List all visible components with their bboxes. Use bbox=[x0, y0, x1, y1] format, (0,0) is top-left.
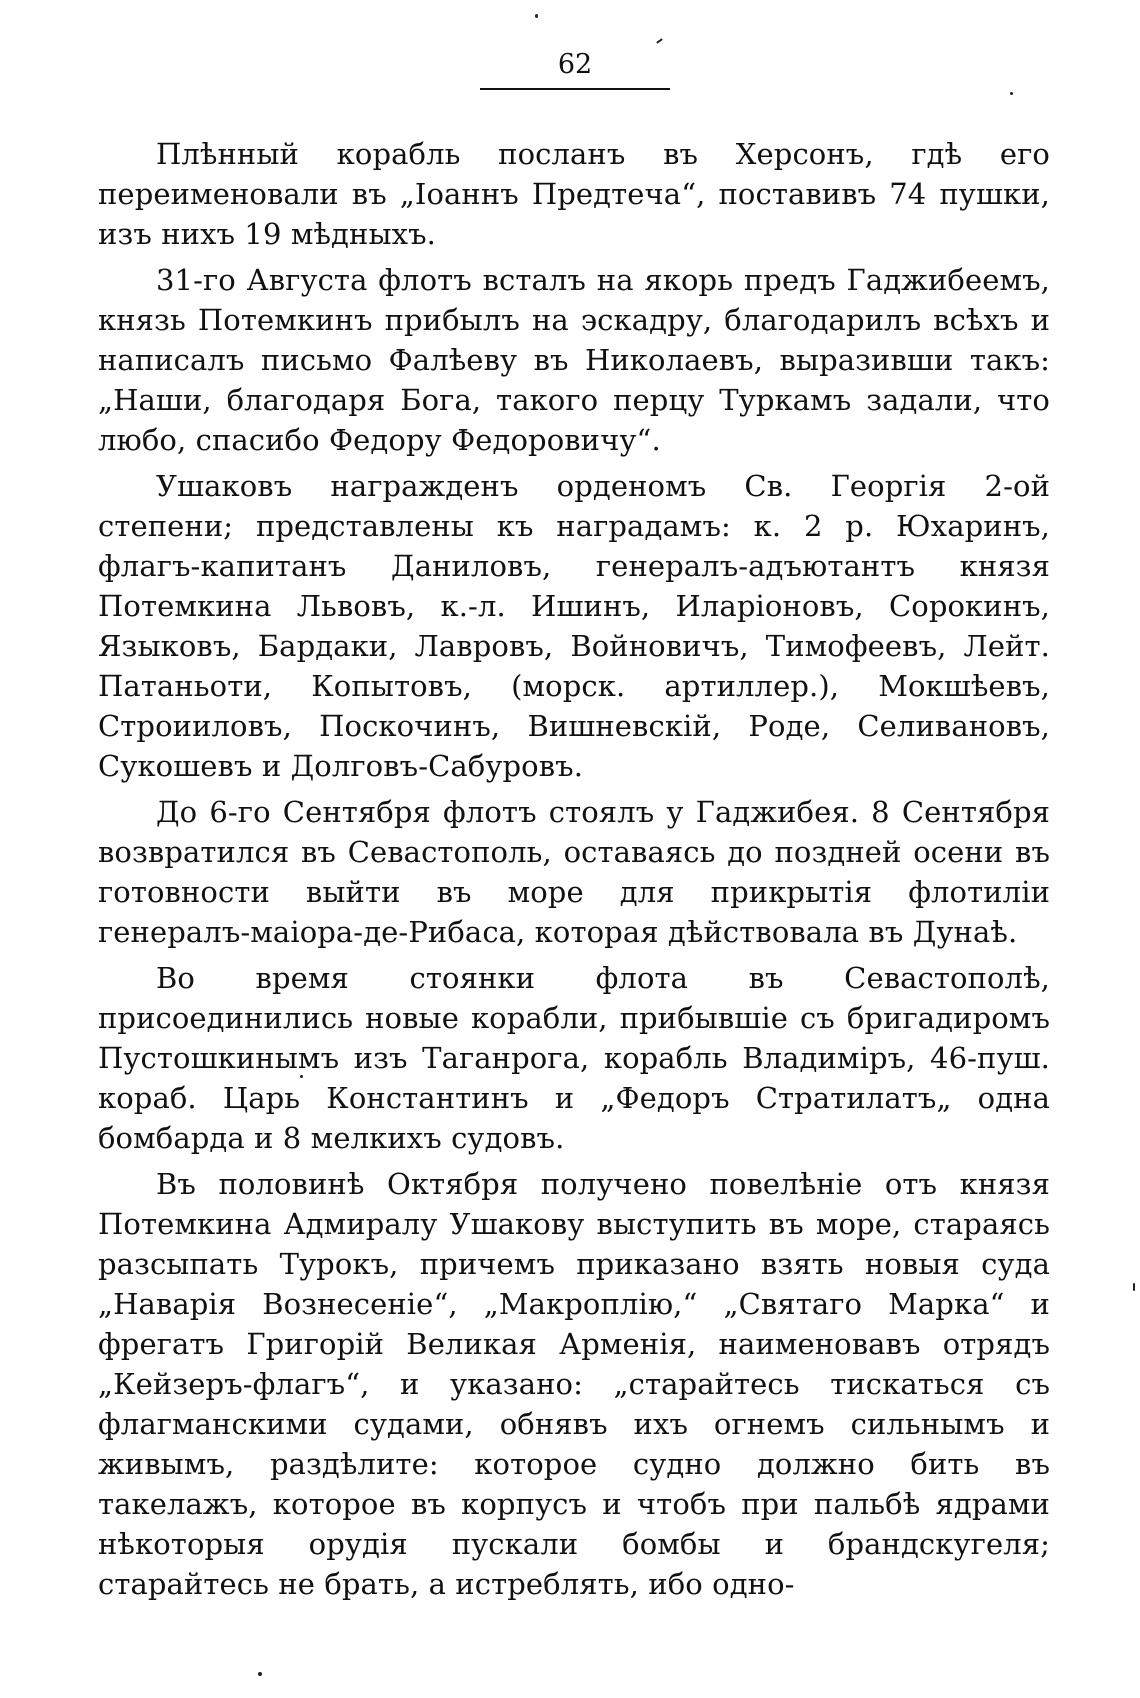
paragraph: Ушаковъ награжденъ орденомъ Св. Георгія 2-ой степени; представлены къ наградамъ: к. 2 р. Юхаринъ, флагъ-капитанъ Даниловъ, генералъ-адъютантъ князя Потемкина Львовъ, к.-л. Ишинъ, Иларіоновъ, Сорокинъ, Языковъ, Бардаки, Лавровъ, Войновичъ, Тимофеевъ, Лейт. Патаньоти, Копытовъ, (морск. артиллер.), Мокшѣевъ, Строииловъ, Поскочинъ, Вишневскій, Роде, Селивановъ, Сукошевъ и Долговъ-Сабуровъ. bbox=[98, 469, 1050, 783]
scan-speck bbox=[258, 1672, 262, 1676]
scan-speck bbox=[535, 14, 538, 18]
scan-speck bbox=[1010, 92, 1013, 95]
paragraph: 31-го Августа флотъ всталъ на якорь предъ Гаджибеемъ, князь Потемкинъ прибылъ на эскадру, благодарилъ всѣхъ и написалъ письмо Фалѣеву въ Николаевъ, выразивши такъ: „Наши, благодаря Бога, такого перцу Туркамъ задали, что любо, спасибо Федору Федоровичу“. bbox=[98, 263, 1050, 457]
page-body bbox=[98, 134, 1050, 1604]
paragraph: До 6-го Сентября флотъ стоялъ у Гаджибея. 8 Сентября возвратился въ Севастополь, оставаясь до поздней осени въ готовности выйти въ море для прикрытія флотиліи генералъ-маіора-де-Рибаса, которая дѣйствовала въ Дунаѣ. bbox=[98, 795, 1050, 949]
page-header bbox=[98, 48, 1050, 104]
paragraph: Плѣнный корабль посланъ въ Херсонъ, гдѣ его переименовали въ „Іоаннъ Предтеча“, поставивъ 74 пушки, изъ нихъ 19 мѣдныхъ. bbox=[98, 137, 1050, 251]
page-number: 62 bbox=[480, 48, 670, 90]
scan-speck bbox=[1133, 1283, 1135, 1291]
scan-speck bbox=[656, 38, 663, 44]
paragraph: Въ половинѣ Октября получено повелѣніе отъ князя Потемкина Адмиралу Ушакову выступить въ море, стараясь разсыпать Турокъ, причемъ приказано взять новыя суда „Наварія Вознесеніе“, „Макроплію,“ „Святаго Марка“ и фрегатъ Григорій Великая Арменія, наименовавъ отрядъ „Кейзеръ-флагъ“, и указано: „старайтесь тискаться съ флагманскими судами, обнявъ ихъ огнемъ сильнымъ и живымъ, раздѣлите: которое судно должно бить въ такелажъ, которое въ корпусъ и чтобъ при пальбѣ ядрами нѣкоторыя орудія пускали бомбы и брандскугеля; старайтесь не брать, а истреблять, ибо одно- bbox=[98, 1167, 1050, 1601]
paragraph: Во время стоянки флота въ Севастополѣ, присоединились новые корабли, прибывшіе съ бригадиромъ Пустошкинымъ изъ Таганрога, корабль Владиміръ, 46-пуш. кораб. Царь Константинъ и „Федоръ Стратилатъ„ одна бомбарда и 8 мелкихъ судовъ. bbox=[98, 961, 1050, 1155]
scan-speck bbox=[300, 1075, 303, 1078]
book-page bbox=[98, 48, 1050, 1668]
